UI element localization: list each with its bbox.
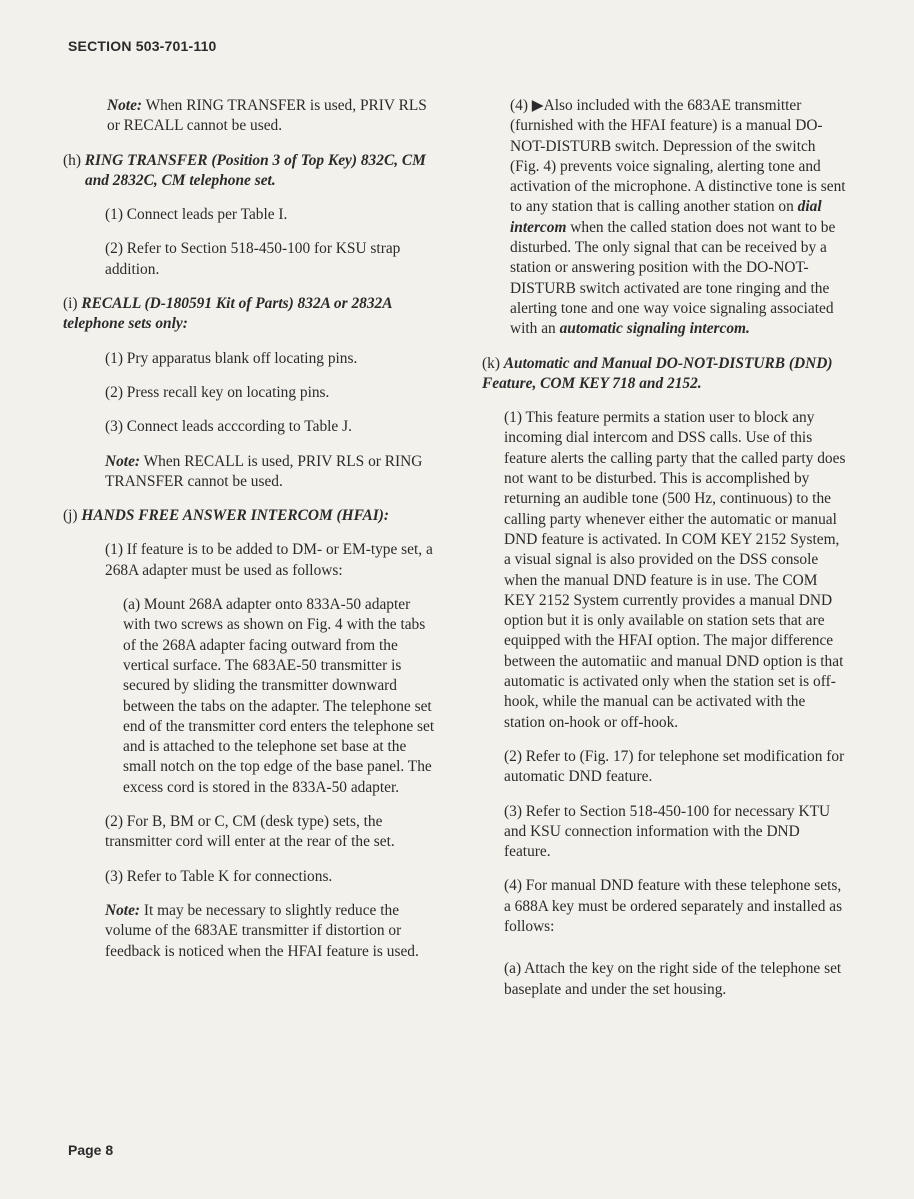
- list-item: (3) Connect leads acccording to Table J.: [105, 418, 352, 436]
- heading-marker: (h): [63, 151, 85, 169]
- list-item: (1) If feature is to be added to DM- or EM-type set, a 268A adapter must be used as follows:: [105, 541, 433, 579]
- note-text: When RECALL is used, PRIV RLS or RING TRANSFER cannot be used.: [105, 452, 423, 490]
- list-item: (2) For B, BM or C, CM (desk type) sets, the transmitter cord will enter at the rear of the set.: [105, 813, 395, 851]
- heading-title: Automatic and Manual DO-NOT-DISTURB (DND) Feature, COM KEY 718 and 2152.: [482, 354, 833, 392]
- heading-h: [63, 151, 441, 192]
- list-item: (1) Connect leads per Table I.: [105, 206, 288, 224]
- heading-k: [482, 354, 848, 395]
- heading-i: [63, 294, 441, 335]
- list-item: (2) Refer to Section 518-450-100 for KSU strap addition.: [105, 240, 401, 278]
- heading-title: RECALL (D-180591 Kit of Parts) 832A or 2832A telephone sets only:: [63, 295, 392, 333]
- heading-marker: (i): [63, 295, 82, 313]
- note-text: When RING TRANSFER is used, PRIV RLS or RECALL cannot be used.: [107, 97, 427, 135]
- list-item: (1) Pry apparatus blank off locating pins.: [105, 349, 358, 367]
- sub-item: (a) Attach the key on the right side of the telephone set baseplate and under the set housing.: [504, 960, 842, 998]
- emphasis-text: dial intercom: [510, 198, 822, 236]
- heading-marker: (j): [63, 507, 82, 525]
- list-item: (1) This feature permits a station user to block any incoming dial intercom and DSS calls. Use of this feature alerts the calling party that the called party does not want to be disturbed. This is accomplished by returning an audible tone (500 Hz, continuous) to the calling party whenever either the automatic or manual DND feature is activated. In COM KEY 2152 System, a visual signal is also provided on the DSS console when the manual DND feature is in use. The COM KEY 2152 System currently provides a manual DND option but it is only available on station sets that are equipped with the HFAI option. The major difference between the automatiic and manual DND option is that automatic is activated only when the station set is off-hook, while the manual can be activated with the station on-hook or off-hook.: [504, 409, 846, 731]
- list-item: (2) Press recall key on locating pins.: [105, 383, 330, 401]
- heading-marker: (k): [482, 354, 504, 372]
- emphasis-text: automatic signaling intercom.: [559, 320, 750, 338]
- section-header: SECTION 503-701-110: [68, 38, 217, 54]
- note-text: It may be necessary to slightly reduce the volume of the 683AE transmitter if distortion or feedback is noticed when the HFAI feature is used.: [105, 901, 419, 960]
- list-item: (3) Refer to Table K for connections.: [105, 867, 333, 885]
- sub-item: (a) Mount 268A adapter onto 833A-50 adapter with two screws as shown on Fig. 4 with the tabs of the 268A adapter facing outward from the vertical surface. The 683AE-50 transmitter is secured by sliding the transmitter downward between the tabs on the adapter. The telephone set end of the transmitter cord enters the telephone set and is attached to the telephone set base at the small notch on the top edge of the base panel. The excess cord is stored in the 833A-50 adapter.: [123, 596, 435, 796]
- note-label: Note:: [105, 452, 141, 470]
- paragraph-text: when the called station does not want to be disturbed. The only signal that can be received by a station or answering position with the DO-NOT-DISTURB switch activated are tone ringing and the alerting tone and one way voice signaling associated with an: [510, 218, 836, 338]
- paragraph-text: (4) ▶Also included with the 683AE transmitter (furnished with the HFAI feature) is a manual DO-NOT-DISTURB switch. Depression of the switch (Fig. 4) prevents voice signaling, alerting tone and activation of the microphone. A distinctive tone is sent to any station that is calling another station on: [510, 97, 846, 216]
- list-item: (2) Refer to (Fig. 17) for telephone set modification for automatic DND feature.: [504, 747, 845, 786]
- note-recall: [85, 452, 441, 493]
- dnd-switch-paragraph: [492, 96, 848, 340]
- note-label: Note:: [105, 901, 141, 919]
- list-item: (3) Refer to Section 518-450-100 for necessary KTU and KSU connection information with the DND feature.: [504, 802, 831, 861]
- heading-title: HANDS FREE ANSWER INTERCOM (HFAI):: [81, 507, 389, 525]
- page-number: Page 8: [68, 1142, 114, 1158]
- left-column: [63, 96, 441, 962]
- heading-j: [63, 506, 441, 526]
- list-item: (4) For manual DND feature with these telephone sets, a 688A key must be ordered separately and installed as follows:: [504, 877, 843, 935]
- heading-title: RING TRANSFER (Position 3 of Top Key) 832C, CM and 2832C, CM telephone set.: [84, 151, 426, 189]
- right-column: [482, 96, 848, 1000]
- note-ring-transfer: [85, 96, 441, 137]
- note-label: Note:: [107, 97, 143, 114]
- note-hfai: [85, 901, 441, 962]
